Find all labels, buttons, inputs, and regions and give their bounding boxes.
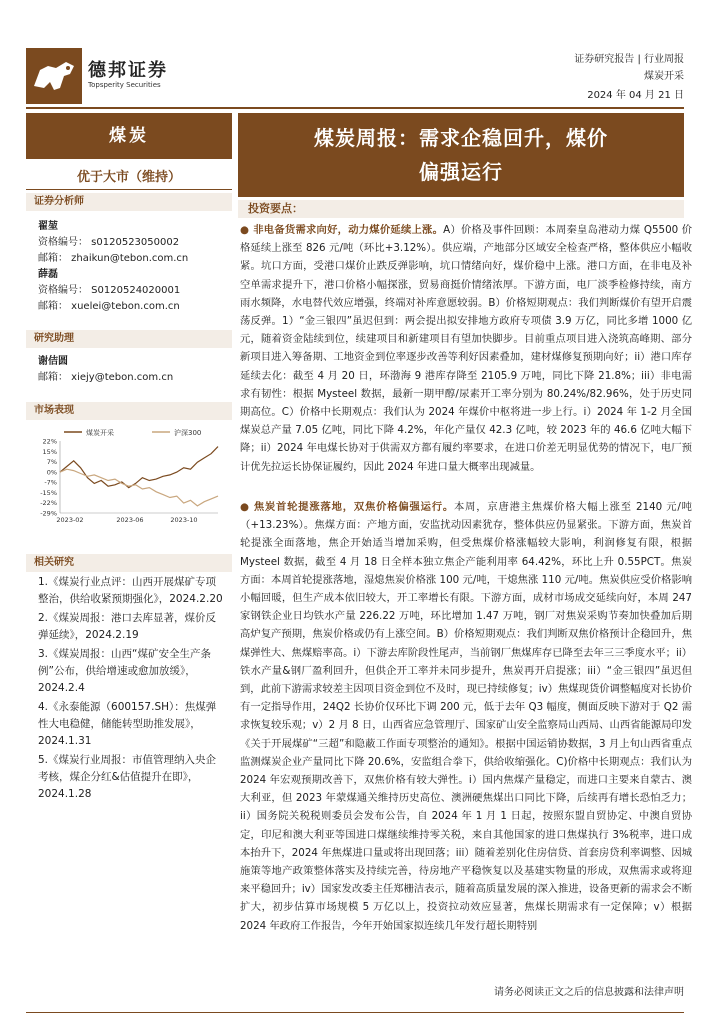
paragraph-coking-coal (240, 498, 692, 976)
legend-label: 沪深300 (174, 429, 202, 437)
report-title (238, 113, 684, 197)
report-title-line2: 偏强运行 (419, 160, 503, 184)
report-title-line1: 煤炭周报：需求企稳回升，煤价 (314, 126, 608, 150)
y-tick-label: 15% (42, 447, 57, 456)
analyst-1 (38, 219, 188, 267)
analyst-email[interactable]: 邮箱： xuelei@tebon.com.cn (38, 301, 180, 312)
y-tick-label: 0% (46, 468, 57, 477)
x-tick-label: 2023-02 (56, 516, 84, 524)
paragraph-heading: 非电备货需求向好，动力煤价延续上涨。 (253, 224, 444, 236)
related-research-list (38, 574, 226, 805)
analyst-name: 薛磊 (38, 269, 58, 280)
related-item[interactable]: 2.《煤炭周报：港口去库显著，煤价反弹延续》，2024.2.19 (38, 612, 217, 641)
analyst-name: 翟堃 (38, 221, 58, 232)
report-date: 2024 年 04 月 21 日 (587, 90, 684, 101)
rating-divider (26, 189, 232, 190)
legend-label: 煤炭开采 (86, 429, 114, 437)
series-line (60, 469, 218, 506)
assistant-section-title: 研究助理 (26, 330, 232, 348)
related-item[interactable]: 1.《煤炭行业点评：山西开展煤矿专项整治，供给收紧预期强化》，2024.2.20 (38, 576, 223, 605)
assistant (38, 354, 173, 386)
footer-divider (26, 1012, 684, 1013)
bullet-icon: ● (240, 501, 250, 513)
related-item[interactable]: 4.《永泰能源（600157.SH）：焦煤弹性大电稳健，储能转型助推发展》，2024.1.31 (38, 701, 217, 747)
paragraph-heading: 焦炭首轮提涨落地，双焦价格偏强运行。 (253, 501, 454, 513)
disclaimer: 请务必阅读正文之后的信息披露和法律声明 (494, 987, 684, 998)
report-type: 证券研究报告 | 行业周报 (574, 54, 684, 65)
assistant-name: 谢佶圆 (38, 356, 68, 367)
y-tick-label: -29% (40, 509, 57, 518)
analyst-section-title: 证券分析师 (26, 193, 232, 211)
related-section-title: 相关研究 (26, 554, 232, 572)
rating-label: 优于大市（维持） (76, 170, 181, 185)
analyst-email[interactable]: 邮箱： zhaikun@tebon.com.cn (38, 253, 189, 264)
sector-label: 煤炭 (26, 113, 232, 159)
key-points-title: 投资要点： (238, 200, 684, 218)
y-tick-label: -15% (40, 488, 57, 497)
series-line (60, 447, 218, 488)
y-tick-label: -22% (40, 499, 57, 508)
header-divider (26, 107, 684, 109)
paragraph-text: 本周，京唐港主焦煤价格大幅上涨至 2140 元/吨（+13.23%）。焦煤方面：产地方面，安监扰动因素犹存，整体供应仍显紧张。下游方面，焦炭首轮提涨全面落地，焦企开始适当增加采购，但受焦煤价格涨幅较大影响，利润修复有限，根据 Mysteel 数据，截至 4 月 18 日全样本独立焦企产能利用率 64.42%，环比上升 0.55PCT。焦炭方面：本周首轮提涨落地，湿熄焦炭价格涨 100 元/吨，干熄焦涨 110 元/吨。焦炭供应受价格影响小幅回暖，但生产成本依旧较大，开工率增长有限。下游方面，成材市场成交延续向好，本周 247 家钢铁企业日均铁水产量 226.22 万吨，环比增加 1.47 万吨，钢厂对焦炭采购节奏加快叠加后期高炉复产预期，焦炭价格或仍有上涨空间。B）价格短期观点：我们判断双焦价格预计企稳回升，焦煤弹性大、焦煤赔率高。i）下游去库阶段性尾声，当前钢厂焦煤库存已降至去年三三季度水平；ii）铁水产量&钢厂盈利回升，但供企开工率并未同步提升，焦炭再开启提涨；iii）“金三银四”虽迟但到，此前下游需求较差主因项目资金到位不及时，现已持续修复；iv）焦煤现货价调整幅度对长协价有一定指导作用，24Q2 长协价仅环比下调 200 元，低于去年 Q3 幅度，侧面反映下游对于 Q2 需求恢复较乐观；v）2 月 8 日，山西省应急管理厅、国家矿山安全监察局山西局、山西省能源局印发《关于开展煤矿“三超”和隐蔽工作面专项整治的通知》。根据中国运销协数据，3 月上旬山西省重点监测煤炭企业产量同比下降 20.6%，安监组合拳下，供给收缩强化。C)价格中长期观点：我们认为 2024 年宏观预期改善下，双焦价格有较大弹性。i）国内焦煤产量稳定，而进口主要来自蒙古、澳大利亚，但 2023 年蒙煤通关维持历史高位、澳洲硬焦煤出口同比下降，后续再有增长恐怕乏力；ii）国务院关税税则委员会发布公告，自 2024 年 1 月 1 日起，按照东盟自贸协定、中澳自贸协定，印尼和澳大利亚等国进口煤继续维持零关税，来自其他国家的进口焦煤执行 3%税率，进口成本抬升下，2024 年焦煤进口量或将出现回落；iii）随着差别化住房信贷、首套房贷利率调整、因城施策等地产政策整体落实及持续完善，待房地产平稳恢复以及基建实物量的形成，双焦需求或将迎来平稳回升；iv）国家发改委主任郑栅洁表示，随着高质量发展的深入推进，设备更新的需求会不断扩大，初步估算市场规模 5 万亿以上，投资拉动效应显著，焦煤长期需求有一定保障；v）根据 2024 年政府工作报告，今年开始国家拟连续几年发行超长期特别 (240, 501, 692, 932)
market-performance-chart (34, 425, 224, 525)
sub-sector: 煤炭开采 (644, 71, 684, 82)
x-tick-label: 2023-10 (170, 516, 198, 524)
y-tick-label: 22% (42, 437, 57, 446)
market-section-title: 市场表现 (26, 402, 232, 420)
company-name-en: Topsperity Securities (88, 81, 161, 89)
analyst-cert: 资格编号： s0120523050002 (38, 237, 180, 248)
paragraph-text: A）价格及事件回顾：本周秦皇岛港动力煤 Q5500 价格延续上涨至 826 元/吨（环比+3.12%）。供应端，产地部分区域安全检查严格，整体供应小幅收紧。坑口方面，受港口煤价止跌反弹影响，坑口情绪向好，煤价稳中上涨。港口方面，在非电及补空单需求提升下，港口价格小幅探涨，贸易商挺价情绪浓厚。下游方面，电厂淡季检修持续，南方雨水频降，水电替代效应增强，终端对补库意愿较弱。B）价格短期观点：我们判断煤价有望开启震荡反弹。1）“金三银四”虽迟但到：两会提出拟安排地方政府专项债 3.9 万亿，同比多增 1000 亿元，随着资金陆续到位，续建项目和新建项目有望加快脚步。目前重点项目进入浇筑高峰期、部分新项目进入筹备期、工地资金到位率逐步改善等利好因素叠加，建材煤修复预期向好；ii）港口库存延续去化：截至 4 月 20 日，环渤海 9 港库存降至 2105.9 万吨，同比下降 21.8%；iii）非电需求有韧性：根据 Mysteel 数据，最新一期甲醇/尿素开工率分别为 80.24%/82.96%，处于历史同期高位。C）价格中长期观点：我们认为 2024 年煤价中枢将进一步上行。i）2024 年 1-2 月全国煤炭总产量 7.05 亿吨，同比下降 4.2%，年化产量仅 42.3 亿吨，较 2023 年的 46.6 亿吨大幅下降；ii）2024 年电煤长协对于供需双方都有履约率要求，在进口价差无明显优势的情况下，电厂预计优先拉运长协保证履约，因此 2024 年进口量大概率出现减量。 (240, 224, 692, 473)
assistant-email[interactable]: 邮箱： xiejy@tebon.com.cn (38, 372, 174, 383)
related-item[interactable]: 3.《煤炭周报：山西“煤矿安全生产条例”公布，供给增速或愈加放缓》，2024.2.4 (38, 648, 211, 694)
related-item[interactable]: 5.《煤炭行业周报：市值管理纳入央企考核，煤企分红&估值提升在即》，2024.1.28 (38, 754, 217, 800)
paragraph-thermal-coal (240, 221, 692, 492)
x-tick-label: 2023-06 (116, 516, 144, 524)
bull-logo-icon (26, 48, 82, 104)
y-tick-label: 7% (46, 458, 57, 467)
y-tick-label: -7% (44, 478, 57, 487)
analyst-2 (38, 267, 180, 315)
company-name-cn: 德邦证券 (88, 60, 168, 81)
analyst-cert: 资格编号： S0120524020001 (38, 285, 181, 296)
bullet-icon: ● (240, 224, 250, 236)
